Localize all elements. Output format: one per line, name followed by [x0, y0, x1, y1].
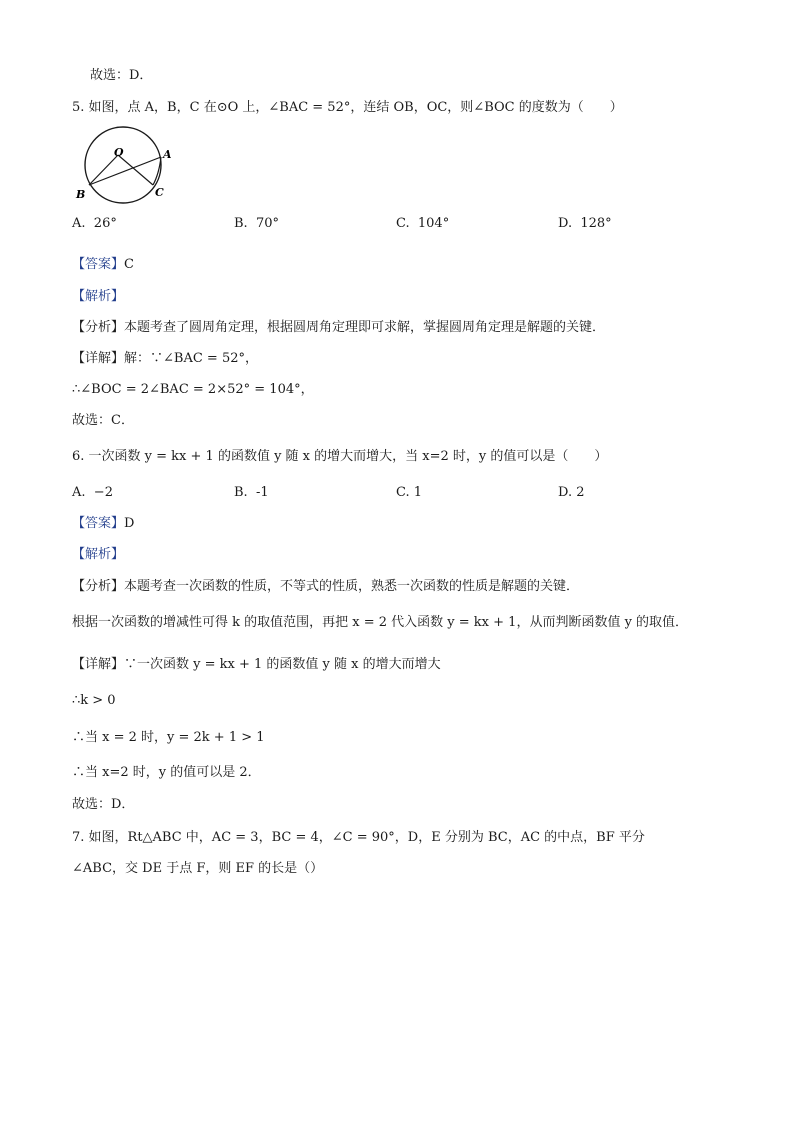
q6-fenxi: 【分析】本题考查一次函数的性质，不等式的性质，熟悉一次函数的性质是解题的关键．	[72, 579, 580, 594]
q7-stem-line2: ∠ABC，交 DE 于点 F，则 EF 的长是（）	[72, 861, 324, 876]
q5-option-a: A. 26°	[72, 216, 117, 231]
q6-step2: ∴当 x = 2 时，y = 2k + 1 > 1	[72, 730, 265, 745]
q6-option-d: D. 2	[558, 485, 585, 500]
q6-step3: ∴当 x=2 时，y 的值可以是 2．	[72, 765, 261, 780]
q5-circle-figure	[74, 124, 174, 206]
q6-option-b: B. -1	[234, 485, 269, 500]
q5-option-d: D. 128°	[558, 216, 612, 231]
q6-analysis-heading: 【解析】	[72, 547, 125, 562]
q5-option-b: B. 70°	[234, 216, 279, 231]
q6-conclusion: 故选：D．	[72, 797, 135, 812]
q6-option-a: A. −2	[72, 485, 113, 500]
q6-xiangjie: 【详解】∵一次函数 y = kx + 1 的函数值 y 随 x 的增大而增大	[72, 657, 441, 672]
q5-conclusion: 故选：C．	[72, 413, 134, 428]
q5-xiangjie: 【详解】解：∵∠BAC = 52°，	[72, 351, 258, 366]
label-o: O	[114, 146, 124, 159]
label-b: B	[76, 188, 86, 201]
q5-answer: 【答案】C	[72, 257, 134, 272]
q5-fenxi: 【分析】本题考查了圆周角定理，根据圆周角定理即可求解，掌握圆周角定理是解题的关键．	[72, 320, 606, 335]
label-c: C	[155, 186, 164, 199]
q6-option-c: C. 1	[396, 485, 423, 500]
q5-analysis-heading: 【解析】	[72, 289, 125, 304]
q5-step: ∴∠BOC = 2∠BAC = 2×52° = 104°，	[72, 382, 314, 397]
prev-conclusion: 故选：D．	[90, 68, 153, 83]
q6-step1: ∴k > 0	[72, 693, 116, 708]
q7-stem-line1: 7. 如图，Rt△ABC 中，AC = 3，BC = 4，∠C = 90°，D，E 分别为 BC，AC 的中点，BF 平分	[72, 830, 645, 845]
q6-method: 根据一次函数的增减性可得 k 的取值范围，再把 x = 2 代入函数 y = kx + 1，从而判断函数值 y 的取值．	[72, 615, 689, 630]
q5-stem: 5. 如图，点 A，B，C 在⊙O 上，∠BAC = 52°，连结 OB，OC，则∠BOC 的度数为（ ）	[72, 100, 623, 115]
q6-answer: 【答案】D	[72, 516, 135, 531]
q6-stem: 6. 一次函数 y = kx + 1 的函数值 y 随 x 的增大而增大，当 x=2 时，y 的值可以是（ ）	[72, 449, 608, 464]
q5-option-c: C. 104°	[396, 216, 450, 231]
label-a: A	[163, 148, 172, 161]
